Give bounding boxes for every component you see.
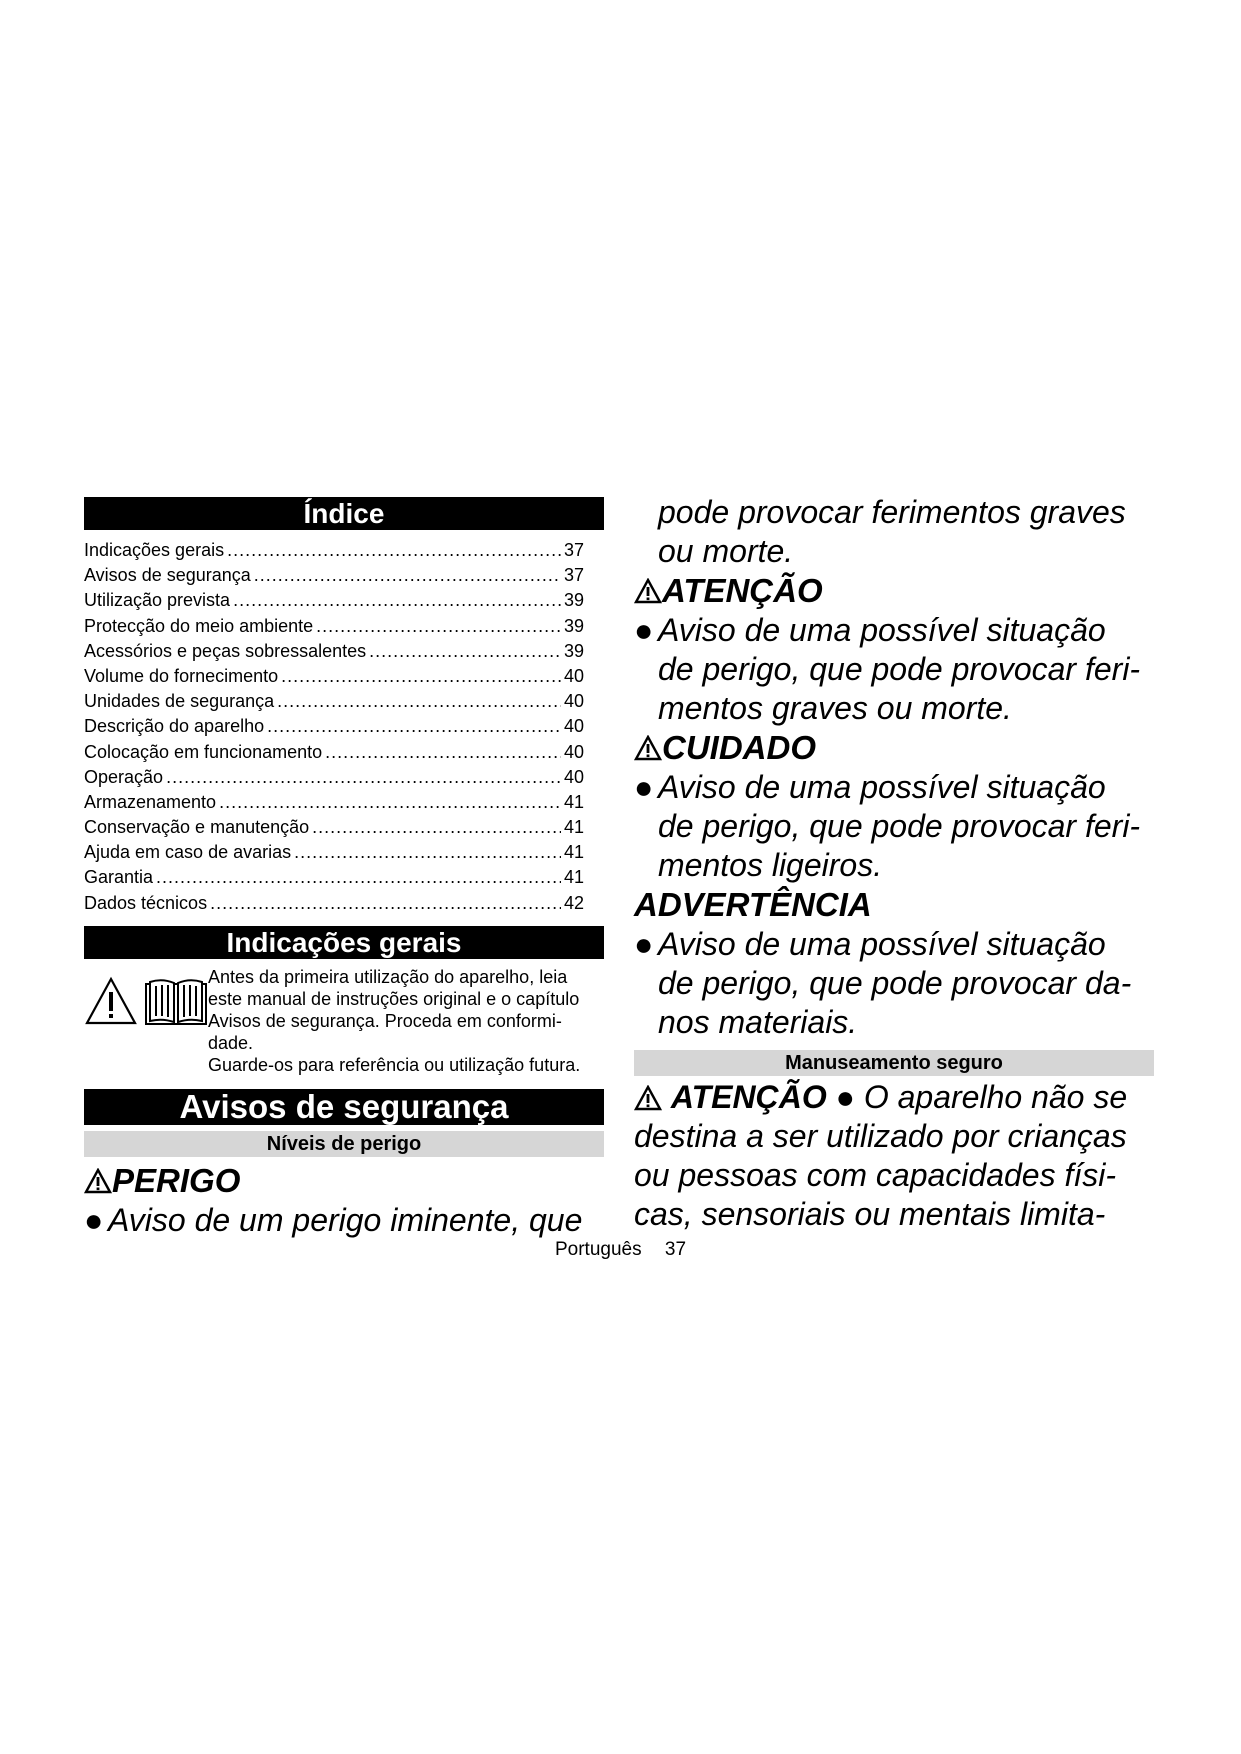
cuidado-heading	[634, 728, 1154, 768]
handling-first-line	[634, 1078, 1154, 1117]
toc-leader-dots	[312, 815, 561, 840]
toc-leader-dots	[227, 538, 561, 563]
toc-entry-title: Colocação em funcionamento	[84, 741, 323, 762]
toc-entry-page: 39	[563, 640, 584, 661]
toc-entry-title: Operação	[84, 766, 164, 787]
toc-entry	[84, 891, 584, 916]
toc-entry-title: Unidades de segurança	[84, 691, 275, 712]
handling-text	[634, 1078, 1154, 1234]
notice-line: Avisos de segurança. Proceda em conformi-	[208, 1010, 562, 1031]
cuidado-line: de perigo, que pode provocar feri-	[658, 808, 1141, 844]
toc-leader-dots	[233, 588, 561, 613]
toc-entry-page: 42	[563, 892, 584, 913]
perigo-line: ou morte.	[658, 533, 794, 569]
toc-entry	[84, 614, 584, 639]
toc-entry-title: Garantia	[84, 867, 154, 888]
toc-leader-dots	[316, 614, 561, 639]
toc-entry-title: Acessórios e peças sobressalentes	[84, 640, 367, 661]
toc-entry	[84, 840, 584, 865]
bullet-icon: ●	[634, 926, 654, 962]
warning-triangle-icon	[634, 1085, 662, 1111]
advertencia-heading	[634, 885, 1154, 925]
toc-entry	[84, 538, 584, 563]
advertencia-text	[634, 925, 1154, 1042]
toc-entry-page: 41	[563, 817, 584, 838]
toc-entry-page: 39	[563, 590, 584, 611]
toc-entry-title: Armazenamento	[84, 791, 217, 812]
perigo-heading	[84, 1161, 604, 1201]
atencao-line: Aviso de uma possível situação	[658, 612, 1106, 648]
open-manual-icon	[144, 976, 208, 1026]
atencao-line: de perigo, que pode provocar feri-	[658, 651, 1141, 687]
right-column	[634, 493, 1154, 1234]
atencao-line: mentos graves ou morte.	[658, 690, 1012, 726]
toc-entry-page: 40	[563, 716, 584, 737]
toc-heading: Índice	[84, 497, 604, 530]
toc-leader-dots	[156, 865, 561, 890]
bullet-icon: ●	[84, 1201, 104, 1238]
perigo-text-continued	[634, 493, 1154, 571]
bullet-icon: ●	[634, 769, 654, 805]
toc-entry-page: 39	[563, 615, 584, 636]
page-footer	[0, 1239, 1241, 1261]
toc-entry	[84, 765, 584, 790]
notice-text	[208, 966, 604, 1086]
toc-leader-dots	[369, 639, 561, 664]
warning-triangle-icon	[84, 1168, 112, 1194]
handling-line: cas, sensoriais ou mentais limita-	[634, 1196, 1106, 1232]
toc-leader-dots	[267, 714, 561, 739]
notice-icons	[84, 966, 208, 1086]
perigo-line: Aviso de um perigo iminente, que	[108, 1201, 583, 1238]
toc-entry	[84, 790, 584, 815]
safe-handling-heading: Manuseamento seguro	[634, 1050, 1154, 1076]
left-column	[84, 497, 604, 1240]
toc-entry	[84, 664, 584, 689]
toc-entry-title: Utilização prevista	[84, 590, 231, 611]
toc-entry	[84, 639, 584, 664]
perigo-text	[84, 1201, 604, 1240]
toc-leader-dots	[325, 740, 561, 765]
cuidado-line: Aviso de uma possível situação	[658, 769, 1106, 805]
toc-entry-title: Ajuda em caso de avarias	[84, 842, 292, 863]
handling-label: ATENÇÃO	[670, 1079, 827, 1115]
toc-entry	[84, 689, 584, 714]
toc-entry-title: Protecção do meio ambiente	[84, 615, 314, 636]
advertencia-label: ADVERTÊNCIA	[634, 886, 872, 923]
notice-line: Guarde-os para referência ou utilização futura.	[208, 1054, 581, 1075]
toc-entry-page: 40	[563, 741, 584, 762]
toc-entry	[84, 563, 584, 588]
toc-entry	[84, 588, 584, 613]
toc-entry-title: Volume do fornecimento	[84, 665, 279, 686]
toc-entry-page: 40	[563, 766, 584, 787]
bullet-icon: ●	[634, 612, 654, 648]
toc-entry-title: Conservação e manutenção	[84, 817, 310, 838]
toc-entry-page: 41	[563, 791, 584, 812]
warning-triangle-icon	[84, 976, 138, 1026]
toc-entry	[84, 815, 584, 840]
danger-levels-heading: Níveis de perigo	[84, 1131, 604, 1157]
toc-entry-title: Dados técnicos	[84, 892, 208, 913]
atencao-label: ATENÇÃO	[662, 572, 823, 609]
toc-entry-page: 37	[563, 565, 584, 586]
notice-line: dade.	[208, 1032, 254, 1053]
perigo-line: pode provocar ferimentos graves	[658, 494, 1126, 530]
handling-line: O aparelho não se	[863, 1079, 1128, 1115]
cuidado-text	[634, 768, 1154, 885]
bullet-icon: ●	[835, 1079, 855, 1115]
toc-entry-page: 40	[563, 665, 584, 686]
general-notice	[84, 966, 604, 1086]
notice-line: este manual de instruções original e o capítulo	[208, 988, 580, 1009]
toc-entry-page: 40	[563, 691, 584, 712]
toc-entry-title: Indicações gerais	[84, 540, 225, 560]
cuidado-line: mentos ligeiros.	[658, 847, 883, 883]
advertencia-line: nos materiais.	[658, 1004, 858, 1040]
toc-list	[84, 538, 604, 916]
general-heading: Indicações gerais	[84, 926, 604, 959]
warning-triangle-icon	[634, 578, 662, 604]
toc-leader-dots	[277, 689, 561, 714]
toc-entry-title: Descrição do aparelho	[84, 716, 265, 737]
toc-entry-page: 37	[563, 540, 584, 560]
toc-entry	[84, 865, 584, 890]
toc-entry-title: Avisos de segurança	[84, 565, 251, 586]
footer-page-number: 37	[664, 1239, 687, 1260]
toc-leader-dots	[210, 891, 561, 916]
atencao-text	[634, 611, 1154, 728]
toc-leader-dots	[294, 840, 561, 865]
advertencia-line: Aviso de uma possível situação	[658, 926, 1106, 962]
safety-heading: Avisos de segurança	[84, 1089, 604, 1125]
footer-language: Português	[554, 1239, 642, 1260]
toc-entry	[84, 740, 584, 765]
toc-leader-dots	[254, 563, 561, 588]
atencao-heading	[634, 571, 1154, 611]
perigo-label: PERIGO	[112, 1161, 241, 1199]
toc-leader-dots	[281, 664, 561, 689]
toc-leader-dots	[166, 765, 561, 790]
handling-line: destina a ser utilizado por crianças	[634, 1118, 1127, 1154]
advertencia-line: de perigo, que pode provocar da-	[658, 965, 1132, 1001]
toc-entry-page: 41	[563, 842, 584, 863]
warning-triangle-icon	[634, 735, 662, 761]
handling-line: ou pessoas com capacidades físi-	[634, 1157, 1117, 1193]
toc-leader-dots	[219, 790, 561, 815]
cuidado-label: CUIDADO	[662, 729, 816, 766]
toc-entry	[84, 714, 584, 739]
toc-entry-page: 41	[563, 867, 584, 888]
notice-line: Antes da primeira utilização do aparelho, leia	[208, 966, 568, 987]
